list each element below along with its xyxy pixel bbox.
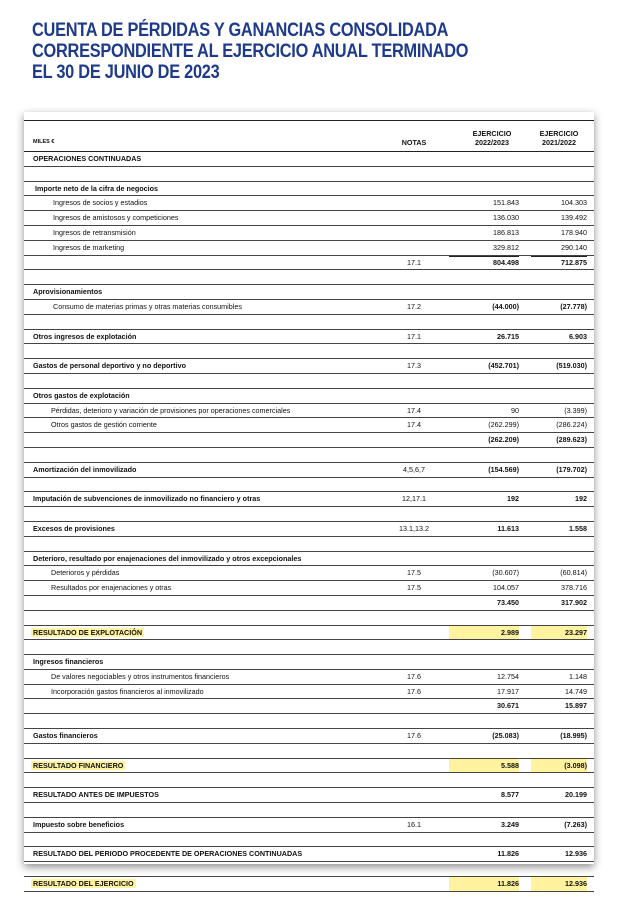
title-line-2: CORRESPONDIENTE AL EJERCICIO ANUAL TERMINADO: [32, 41, 469, 62]
revenue-total-row: 17.1 804.498 712.875: [24, 256, 594, 271]
spacer: [24, 833, 594, 848]
spacer: [24, 167, 594, 182]
spacer: [24, 344, 594, 359]
other-income-row: Otros ingresos de explotación 17.1 26.715 6.903: [24, 330, 594, 345]
spacer: [24, 714, 594, 729]
col1-header: EJERCICIO 2022/2023: [472, 129, 512, 147]
tax-row: Impuesto sobre beneficios 16.1 3.249 (7.263): [24, 818, 594, 833]
page-title: [32, 20, 514, 83]
spacer: [24, 374, 594, 389]
spacer: [24, 507, 594, 522]
supplies-heading: Aprovisionamientos: [24, 285, 594, 300]
continuing-result-row: RESULTADO DEL PERIODO PROCEDENTE DE OPERACIONES CONTINUADAS 11.826 12.936: [24, 847, 594, 862]
staff-costs-row: Gastos de personal deportivo y no deportivo 17.3 (452.701) (519.030): [24, 359, 594, 374]
title-line-1: CUENTA DE PÉRDIDAS Y GANANCIAS CONSOLIDADA: [32, 20, 449, 41]
spacer: [24, 773, 594, 788]
spacer: [24, 270, 594, 285]
revenue-heading: Importe neto de la cifra de negocios: [24, 182, 594, 197]
amortization-row: Amortización del inmovilizado 4,5,6,7 (154.569) (179.702): [24, 463, 594, 478]
operating-result-row: RESULTADO DE EXPLOTACIÓN 2.989 23.297: [24, 626, 594, 641]
spacer: [24, 448, 594, 463]
table-header: [24, 120, 594, 152]
pretax-row: RESULTADO ANTES DE IMPUESTOS 8.577 20.199: [24, 788, 594, 803]
table-row: Incorporación gastos financieros al inmovilizado 17.6 17.917 14.749: [24, 685, 594, 700]
fin-expenses-row: Gastos financieros 17.6 (25.083) (18.995): [24, 729, 594, 744]
fin-result-row: RESULTADO FINANCIERO 5.588 (3.098): [24, 759, 594, 774]
year-result-row: RESULTADO DEL EJERCICIO 11.826 12.936: [24, 877, 594, 892]
spacer: [24, 315, 594, 330]
provisions-row: Excesos de provisiones 13.1,13.2 11.613 1.558: [24, 522, 594, 537]
table-row: Consumo de materias primas y otras materias consumibles 17.2 (44.000) (27.778): [24, 300, 594, 315]
table-row: Otros gastos de gestión corriente 17.4 (262.299) (286.224): [24, 418, 594, 433]
spacer: [24, 862, 594, 877]
other-expenses-total-row: (262.209) (289.623): [24, 433, 594, 448]
spacer: [24, 744, 594, 759]
fin-income-total-row: 30.671 15.897: [24, 699, 594, 714]
income-statement-table: [24, 112, 594, 892]
statement-card: [24, 112, 594, 889]
table-row: Ingresos de amistosos y competiciones 136.030 139.492: [24, 211, 594, 226]
spacer: [24, 611, 594, 626]
table-row: Ingresos de marketing 329.812 290.140: [24, 241, 594, 256]
table-row: Ingresos de retransmisión 186.813 178.940: [24, 226, 594, 241]
fin-income-heading: Ingresos financieros: [24, 655, 594, 670]
table-row: Ingresos de socios y estadios 151.843 104.303: [24, 196, 594, 211]
col2-header: EJERCICIO 2021/2022: [539, 129, 579, 147]
spacer: [24, 640, 594, 655]
grants-row: Imputación de subvenciones de inmovilizado no financiero y otras 12,17.1 192 192: [24, 492, 594, 507]
section-continuing: OPERACIONES CONTINUADAS: [24, 152, 594, 167]
notes-header: NOTAS: [401, 138, 427, 147]
spacer: [24, 537, 594, 552]
other-expenses-heading: Otros gastos de explotación: [24, 389, 594, 404]
spacer: [24, 478, 594, 493]
table-row: De valores negociables y otros instrumentos financieros 17.6 12.754 1.148: [24, 670, 594, 685]
units-label: MILES €: [33, 139, 55, 145]
impairment-total-row: 73.450 317.902: [24, 596, 594, 611]
table-row: Pérdidas, deterioro y variación de provisiones por operaciones comerciales 17.4 90 (3.399): [24, 404, 594, 419]
table-row: Deterioros y pérdidas 17.5 (30.607) (60.814): [24, 566, 594, 581]
impairment-heading: Deterioro, resultado por enajenaciones del inmovilizado y otros excepcionales: [24, 552, 594, 567]
spacer: [24, 803, 594, 818]
title-line-3: EL 30 DE JUNIO DE 2023: [32, 62, 220, 83]
table-row: Resultados por enajenaciones y otras 17.5 104.057 378.716: [24, 581, 594, 596]
